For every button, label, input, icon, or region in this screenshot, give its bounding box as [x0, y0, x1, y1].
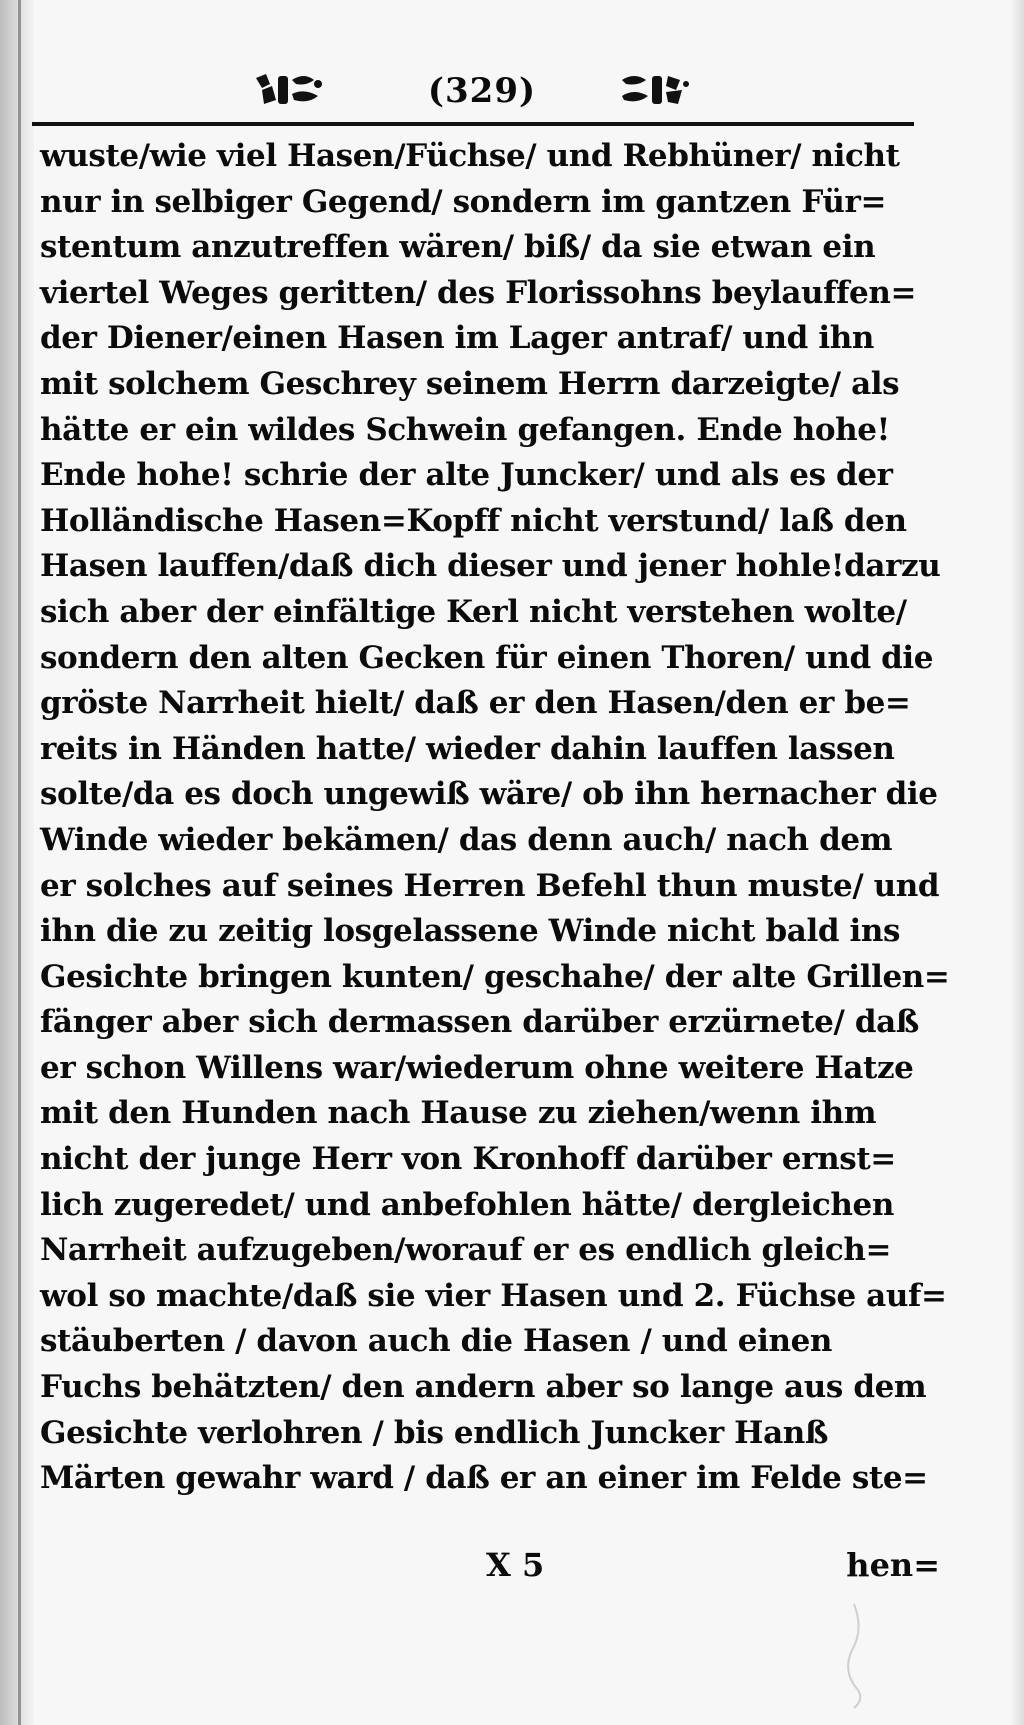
text-line: Ende hohe! schrie der alte Juncker/ und als es der: [40, 457, 893, 494]
text-line: reits in Händen hatte/ wieder dahin lauffen lassen: [40, 730, 895, 767]
body-text: [40, 134, 950, 1502]
left-ornament-icon: [252, 70, 326, 110]
text-line: nicht der junge Herr von Kronhoff darüber ernst=: [40, 1141, 896, 1178]
text-line: hätte er ein wildes Schwein gefangen. Ende hohe!: [40, 411, 890, 448]
text-line: nur in selbiger Gegend/ sondern im gantzen Für=: [40, 183, 887, 220]
text-line: mit den Hunden nach Hause zu ziehen/wenn ihm: [40, 1095, 877, 1132]
text-line: Hasen lauffen/daß dich dieser und jener hohle!darzu: [40, 548, 941, 585]
text-line: stäuberten / davon auch die Hasen / und einen: [40, 1323, 833, 1360]
page-number: (329): [427, 71, 537, 111]
text-line: Gesichte bringen kunten/ geschahe/ der alte Grillen=: [40, 958, 950, 995]
text-line: er schon Willens war/wiederum ohne weitere Hatze: [40, 1049, 914, 1086]
page-edge-shadow: [1010, 0, 1024, 1725]
text-line: viertel Weges geritten/ des Florissohns beylauffen=: [40, 274, 917, 311]
text-line: sich aber der einfältige Kerl nicht verstehen wolte/: [40, 593, 907, 630]
text-line: mit solchem Geschrey seinem Herrn darzeigte/ als: [40, 365, 900, 402]
text-line: Winde wieder bekämen/ das denn auch/ nach dem: [40, 821, 893, 858]
text-line: ihn die zu zeitig losgelassene Winde nicht bald ins: [40, 913, 901, 950]
text-line: lich zugeredet/ und anbefohlen hätte/ dergleichen: [40, 1186, 895, 1223]
text-line: Gesichte verlohren / bis endlich Juncker Hanß: [40, 1414, 829, 1451]
page-header: [32, 64, 914, 126]
text-line: Narrheit aufzugeben/worauf er es endlich gleich=: [40, 1232, 892, 1269]
text-line: er solches auf seines Herren Befehl thun muste/ und: [40, 867, 940, 904]
text-line: wol so machte/daß sie vier Hasen und 2. Füchse auf=: [40, 1277, 947, 1314]
header-rule: [32, 122, 914, 126]
page-gutter-shadow: [0, 0, 34, 1725]
text-line: fänger aber sich dermassen darüber erzürnete/ daß: [40, 1004, 919, 1041]
text-line: der Diener/einen Hasen im Lager antraf/ und ihn: [40, 320, 874, 357]
paper-crease-mark: [824, 1600, 884, 1710]
text-line: stentum anzutreffen wären/ biß/ da sie etwan ein: [40, 229, 876, 266]
text-line: Märten gewahr ward / daß er an einer im Felde ste=: [40, 1460, 928, 1497]
text-line: solte/da es doch ungewiß wäre/ ob ihn hernacher die: [40, 776, 938, 813]
text-line: Holländische Hasen=Kopff nicht verstund/ laß den: [40, 502, 907, 539]
text-line: Fuchs behätzten/ den andern aber so lange aus dem: [40, 1369, 927, 1406]
text-line: sondern den alten Gecken für einen Thoren/ und die: [40, 639, 934, 676]
text-line: gröste Narrheit hielt/ daß er den Hasen/den er be=: [40, 685, 911, 722]
page-footer: [40, 1540, 940, 1590]
right-ornament-icon: [616, 70, 690, 110]
text-line: wuste/wie viel Hasen/Füchse/ und Rebhüner/ nicht: [40, 138, 900, 174]
catchword: hen=: [846, 1546, 940, 1584]
signature-mark: X 5: [486, 1546, 545, 1584]
